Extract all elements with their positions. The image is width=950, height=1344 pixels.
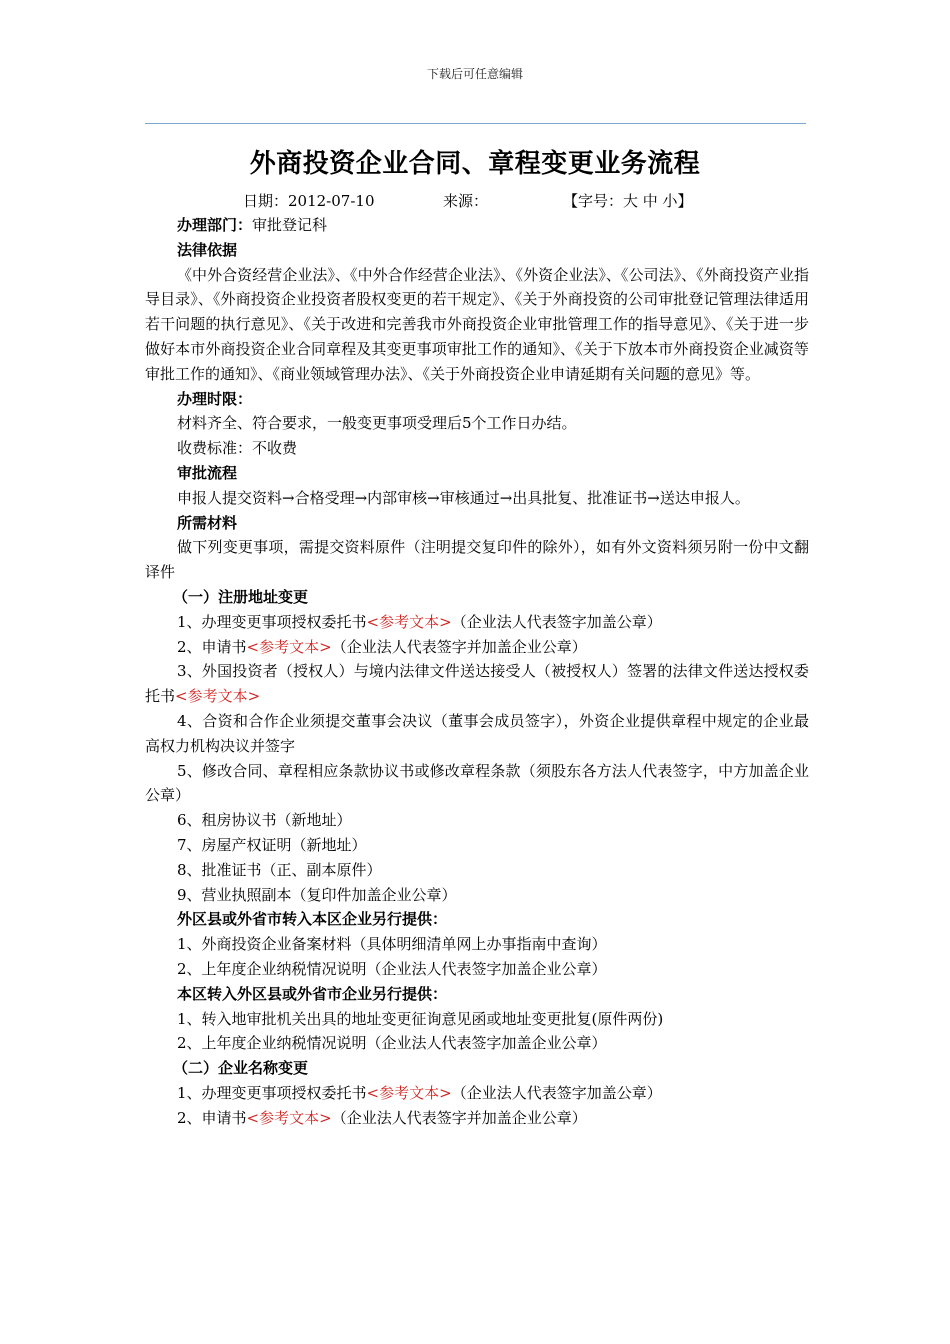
section1-item: 3、外国投资者（授权人）与境内法律文件送达接受人（被授权人）签署的法律文件送达授权委托书<参考文本>	[145, 662, 809, 706]
reference-text-link[interactable]: <参考文本>	[246, 1108, 332, 1127]
section2-item: 2、申请书<参考文本>（企业法人代表签字并加盖企业公章）	[177, 1108, 587, 1127]
transfer-in-item: 1、外商投资企业备案材料（具体明细清单网上办事指南中查询）	[177, 935, 607, 954]
section1-item: 1、办理变更事项授权委托书<参考文本>（企业法人代表签字加盖公章）	[177, 612, 662, 631]
legal-heading: 法律依据	[177, 240, 238, 259]
reference-text-link[interactable]: <参考文本>	[366, 1083, 452, 1102]
section1-item: 4、合资和合作企业须提交董事会决议（董事会成员签字），外资企业提供章程中规定的企业最高权力机构决议并签字	[145, 711, 809, 755]
meta-date: 日期：2012-07-10	[243, 192, 375, 210]
transfer-out-heading: 本区转入外区县或外省市企业另行提供：	[177, 984, 448, 1003]
meta-source: 来源：	[443, 192, 489, 210]
reference-text-link[interactable]: <参考文本>	[246, 637, 332, 656]
section2-item: 1、办理变更事项授权委托书<参考文本>（企业法人代表签字加盖公章）	[177, 1083, 662, 1102]
dept-label: 办理部门：	[177, 216, 253, 234]
section1-item: 2、申请书<参考文本>（企业法人代表签字并加盖企业公章）	[177, 637, 587, 656]
transfer-in-item: 2、上年度企业纳税情况说明（企业法人代表签字加盖企业公章）	[177, 959, 607, 978]
time-limit-heading: 办理时限：	[177, 389, 253, 408]
materials-intro: 做下列变更事项，需提交资料原件（注明提交复印件的除外），如有外文资料须另附一份中文翻译件	[145, 538, 809, 582]
fee-text: 收费标准：不收费	[177, 439, 298, 458]
reference-text-link[interactable]: <参考文本>	[175, 687, 261, 706]
materials-heading: 所需材料	[177, 513, 238, 532]
section1-item: 9、营业执照副本（复印件加盖企业公章）	[177, 885, 457, 904]
header-divider	[145, 123, 806, 124]
transfer-out-item: 1、转入地审批机关出具的地址变更征询意见函或地址变更批复(原件两份)	[177, 1009, 664, 1028]
process-heading: 审批流程	[177, 463, 238, 482]
reference-text-link[interactable]: <参考文本>	[366, 612, 452, 631]
header-note: 下载后可任意编辑	[426, 67, 523, 81]
page-title: 外商投资企业合同、章程变更业务流程	[249, 149, 701, 179]
section2-heading: （二）企业名称变更	[173, 1059, 309, 1078]
transfer-out-item: 2、上年度企业纳税情况说明（企业法人代表签字加盖企业公章）	[177, 1034, 607, 1053]
section1-item: 6、租房协议书（新地址）	[177, 811, 352, 830]
section1-item: 8、批准证书（正、副本原件）	[177, 860, 382, 879]
time-limit-text: 材料齐全、符合要求，一般变更事项受理后5个工作日办结。	[177, 414, 577, 433]
legal-text: 《中外合资经营企业法》、《中外合作经营企业法》、《外资企业法》、《公司法》、《外商投资产业指导目录》、《外商投资企业投资者股权变更的若干规定》、《关于外商投资的公司审批登记管理法律适用若干问题的执行意见》、《关于改进和完善我市外商投资企业审批管理工作的指导意见》、《关于进一步做好本市外商投资企业合同章程及其变更事项审批工作的通知》、《关于下放本市外商投资企业减资等审批工作的通知》、《商业领域管理办法》、《关于外商投资企业申请延期有关问题的意见》等。	[145, 265, 809, 383]
section1-item: 5、修改合同、章程相应条款协议书或修改章程条款（须股东各方法人代表签字，中方加盖企业公章）	[145, 761, 809, 805]
dept-line	[145, 213, 809, 238]
meta-bar	[0, 190, 950, 212]
document-body	[145, 213, 809, 1130]
section1-heading: （一）注册地址变更	[173, 587, 309, 606]
process-text: 申报人提交资料→合格受理→内部审核→审核通过→出具批复、批准证书→送达申报人。	[177, 488, 750, 507]
dept-value: 审批登记科	[252, 216, 328, 234]
transfer-in-heading: 外区县或外省市转入本区企业另行提供：	[177, 910, 448, 929]
font-size-selector[interactable]: 【字号：大 中 小】	[563, 192, 693, 210]
section1-item: 7、房屋产权证明（新地址）	[177, 835, 367, 854]
